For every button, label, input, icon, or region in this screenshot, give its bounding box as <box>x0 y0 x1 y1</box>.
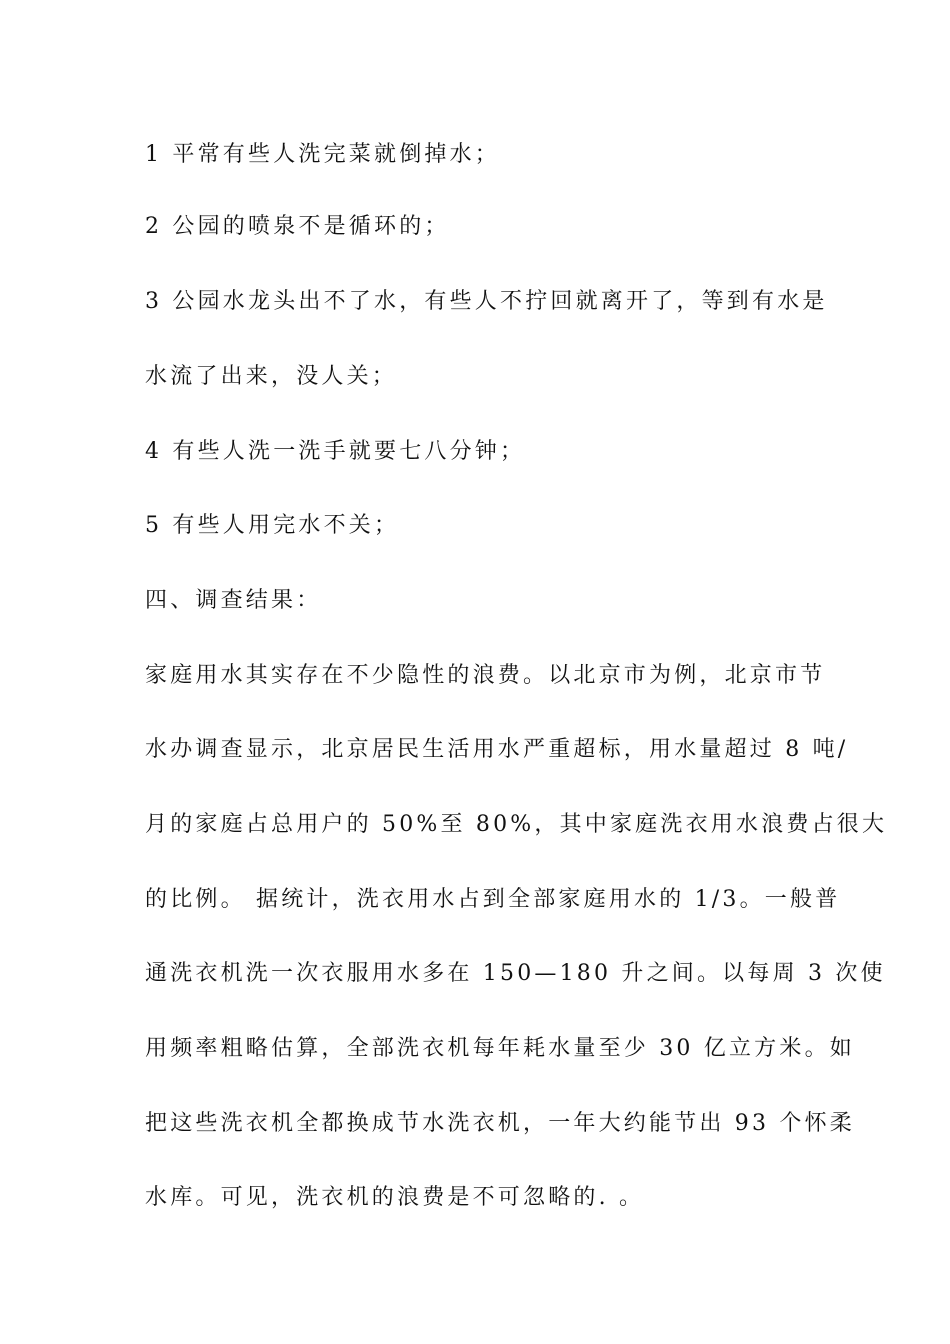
list-item: 5 有些人用完水不关； <box>145 513 400 538</box>
paragraph-line: 水库。可见，洗衣机的浪费是不可忽略的. 。 <box>145 1185 645 1210</box>
list-item: 2 公园的喷泉不是循环的； <box>145 214 450 239</box>
paragraph-line: 的比例。 据统计，洗衣用水占到全部家庭用水的 1/3。一般普 <box>145 887 841 912</box>
list-item: 1 平常有些人洗完菜就倒掉水； <box>145 142 500 167</box>
paragraph-line: 月的家庭占总用户的 50%至 80%，其中家庭洗衣用水浪费占很大 <box>145 812 888 837</box>
list-item: 4 有些人洗一洗手就要七八分钟； <box>145 439 526 464</box>
list-item: 3 公园水龙头出不了水，有些人不拧回就离开了，等到有水是 <box>145 289 828 314</box>
paragraph-line: 用频率粗略估算，全部洗衣机每年耗水量至少 30 亿立方米。如 <box>145 1036 855 1061</box>
paragraph-line: 通洗衣机洗一次衣服用水多在 150—180 升之间。以每周 3 次使 <box>145 961 886 986</box>
paragraph-line: 把这些洗衣机全都换成节水洗衣机，一年大约能节出 93 个怀柔 <box>145 1111 855 1136</box>
paragraph-line: 家庭用水其实存在不少隐性的浪费。以北京市为例，北京市节 <box>145 663 826 688</box>
paragraph-line: 水办调查显示，北京居民生活用水严重超标，用水量超过 8 吨/ <box>145 737 849 762</box>
list-item-continuation: 水流了出来，没人关； <box>145 364 398 389</box>
section-heading: 四、调查结果： <box>145 588 322 613</box>
